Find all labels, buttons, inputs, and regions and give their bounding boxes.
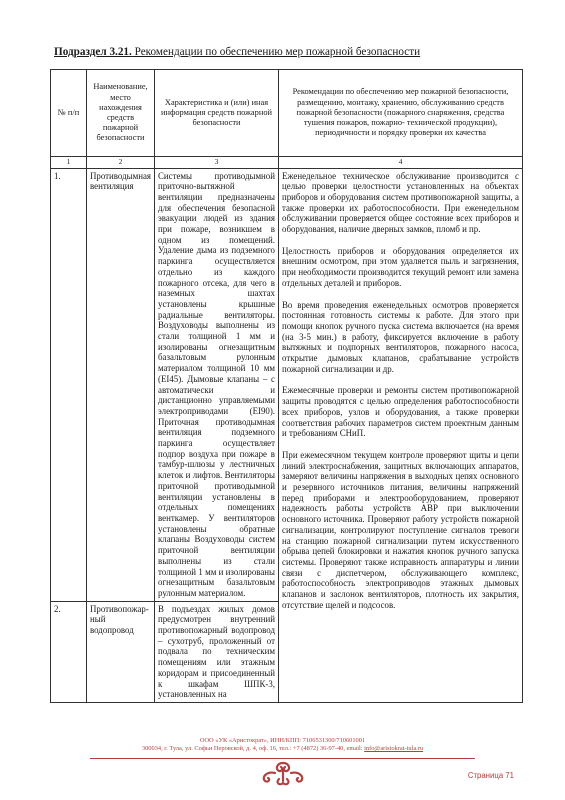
column-number: 2 — [87, 157, 155, 169]
column-number: 4 — [279, 157, 523, 169]
recommendation-paragraph: Еженедельное техническое обслуживание производится с целью проверки целостности установленных на объектах приборов и оборудования систем противопожарной защиты, а также проверки их работоспособности. При еженедельном обслуживании проверяется общее состояние всех приборов и оборудования, наличие дверных замков, пломб и пр. — [282, 170, 519, 235]
row-number: 1. — [51, 168, 87, 601]
recommendation-paragraph: Во время проведения еженедельных осмотров проверяется постоянная готовность системы к работе. Для этого при помощи кнопок ручного пуска система включается (на время (на 3-5 мин.) в работу, фиксируется включение в работу вытяжных и подпорных вентиляторов, пожарного насоса, открытие дымовых клапанов, срабатывание устройств пожарной сигнализации и др. — [282, 299, 519, 374]
header-number: № п/п — [51, 70, 87, 157]
column-number-row — [51, 157, 523, 169]
recommendations-table — [50, 69, 523, 703]
table-row — [51, 168, 523, 601]
row-recommendations — [279, 168, 523, 702]
row-number: 2. — [51, 601, 87, 702]
header-characteristics: Характеристика и (или) иная информация средств пожарной безопасности — [155, 70, 279, 157]
footer-address — [0, 745, 565, 753]
column-number: 3 — [155, 157, 279, 169]
footer-company: ООО «УК «Аристократ», ИНН/КПП: 7106531300/710601001 — [199, 737, 366, 744]
row-name: Противодымная вентиляция — [87, 168, 155, 601]
title-text: Рекомендации по обеспечению мер пожарной безопасности — [131, 46, 421, 58]
row-name: Противопожар-ный водопровод — [87, 601, 155, 702]
footer-email-link[interactable]: info@aristokrat-tula.ru — [364, 745, 424, 752]
column-number: 1 — [51, 157, 87, 169]
recommendation-paragraph: Целостность приборов и оборудования определяется их внешним осмотром, при этом удаляется пыль и загрязнения, при необходимости производится текущий ремонт или замена отдельных деталей и приборов. — [282, 245, 519, 288]
ornament-icon — [253, 759, 313, 787]
page-number: Страница 71 — [467, 771, 514, 780]
recommendation-paragraph: Ежемесячные проверки и ремонты систем противопожарной защиты проводятся с целью определения работоспособности всех приборов, узлов и оборудования, а также проверки соответствия рабочих параметров систем проектным данным и требованиям СНиП. — [282, 385, 519, 439]
table-header-row — [51, 70, 523, 157]
header-name: Наименование, место нахождения средств пожарной безопасности — [87, 70, 155, 157]
footer-address-text: 300034, г. Тула, ул. Софьи Перовской, д. 4, оф. 16, тел.: +7 (4872) 36-97-40, email: — [141, 745, 365, 752]
row-characteristics: В подъездах жилых домов предусмотрен внутренний противопожарный водопровод – сухотруб, проложенный от подвала по техническим помещениям или этажным коридорам и присоединенный к шкафам ШПК-3, установленных на — [155, 601, 279, 702]
header-recommendations: Рекомендации по обеспечению мер пожарной безопасности, размещению, монтажу, хранению, обслуживанию средств пожарной безопасности (пожарного снаряжения, средства тушения пожаров, пожарно- технической продукции), периодичности и порядку проверки их качества — [279, 70, 523, 157]
row-characteristics: Системы противодымной приточно-вытяжной вентиляции предназначены для обеспечения безопасной эвакуации людей из здания при пожаре, возникшем в одном из помещений. Удаление дыма из подземного паркинга осуществляется отдельно из каждого пожарного отсека, для чего в наземных шахтах установлены крышные радиальные вентиляторы. Воздуховоды выполнены из стали толщиной 1 мм и изолированы огнезащитным базальтовым рулонным материалом толщиной 10 мм (EI45). Дымовые клапаны – с автоматически и дистанционно управляемыми электроприводами (EI90). Приточная противодымная вентиляция подземного паркинга осуществляет подпор воздуха при пожаре в тамбур-шлюзы у лестничных клеток и лифтов. Вентиляторы приточной противодымной вентиляции установлены в отдельных помещениях венткамер. У вентиляторов установлены обратные клапаны Воздуховоды систем приточной вентиляции выполнены из стали толщиной 1 мм и изолированы огнезащитным базальтовым рулонным материалом. — [155, 168, 279, 601]
recommendation-paragraph: При ежемесячном текущем контроле проверяют щиты и цепи линий электроснабжения, защитных включающих аппаратов, замеряют величины напряжения в выходных цепях основного и резервного источников питания, величины напряжений перед приборами и электрооборудованием, проверяют надежность работы устройств АВР при выключении основного источника. Проверяют работу устройств пожарной сигнализации, контролируют поступление сигналов тревоги на станцию пожарной сигнализации путем искусственного обрыва цепей блокировки и нажатия кнопок ручного запуска системы. Проверяют также исправность аппаратуры и линии связи с диспетчером, обслуживающего комплекс, работоспособность электроприводов этажных дымовых клапанов и заслонок вентиляторов, плотность их закрытия, отсутствие щелей и подсосов. — [282, 449, 519, 610]
title-prefix: Подраздел 3.21. — [54, 46, 132, 58]
page-title — [54, 45, 524, 59]
